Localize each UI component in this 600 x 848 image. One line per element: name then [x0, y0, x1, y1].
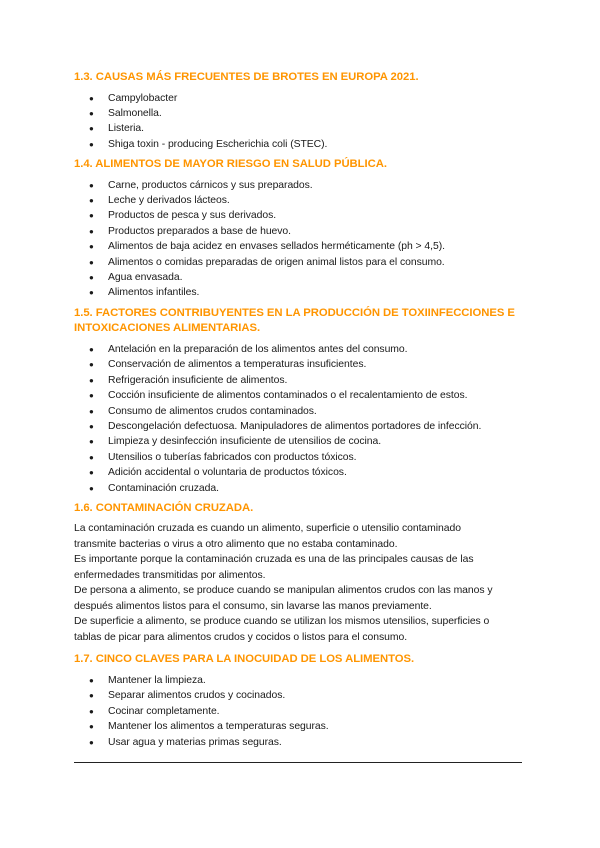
- bullet-icon: ●: [89, 737, 94, 747]
- paragraph-line: tablas de picar para alimentos crudos y cocidos o listos para el consumo.: [74, 631, 408, 643]
- list-item: ● Campylobacter: [74, 91, 526, 106]
- list-item: ● Limpieza y desinfección insuficiente de utensilios de cocina.: [74, 434, 526, 449]
- list-item: ● Productos preparados a base de huevo.: [74, 224, 526, 239]
- paragraph-line: De persona a alimento, se produce cuando se manipulan alimentos crudos con las manos y: [74, 585, 493, 597]
- bullet-list: [74, 673, 526, 750]
- list-item: ● Refrigeración insuficiente de alimentos.: [74, 373, 526, 388]
- bullet-icon: ●: [89, 226, 94, 236]
- list-item: ● Alimentos infantiles.: [74, 285, 526, 300]
- list-item: ● Leche y derivados lácteos.: [74, 193, 526, 208]
- bullet-icon: ●: [89, 483, 94, 493]
- bullet-icon: ●: [89, 452, 94, 462]
- list-item: ● Agua envasada.: [74, 270, 526, 285]
- bullet-icon: ●: [89, 468, 94, 478]
- list-item: ● Mantener los alimentos a temperaturas seguras.: [74, 719, 526, 734]
- section-heading: [74, 306, 526, 337]
- paragraph-line: Es importante porque la contaminación cruzada es una de las principales causas de las: [74, 554, 474, 566]
- section-heading: 1.6. CONTAMINACIÓN CRUZADA.: [74, 501, 254, 514]
- list-item: ● Descongelación defectuosa. Manipuladores de alimentos portadores de infección.: [74, 419, 526, 434]
- list-item: ● Contaminación cruzada.: [74, 481, 526, 496]
- bullet-list: [74, 342, 526, 496]
- bullet-list: [74, 178, 526, 301]
- section-heading-line: 1.5. FACTORES CONTRIBUYENTES EN LA PRODUCCIÓN DE TOXIINFECCIONES E: [74, 306, 515, 319]
- list-item: ● Cocinar completamente.: [74, 704, 526, 719]
- section-heading-line: INTOXICACIONES ALIMENTARIAS.: [74, 322, 261, 335]
- bullet-icon: ●: [89, 211, 94, 221]
- bullet-icon: ●: [89, 437, 94, 447]
- paragraph-block: [74, 521, 526, 645]
- paragraph-line: transmite bacterias o virus a otro alimento que no estaba contaminado.: [74, 538, 398, 550]
- list-item: ● Alimentos de baja acidez en envases sellados herméticamente (ph > 4,5).: [74, 239, 526, 254]
- bullet-icon: ●: [89, 242, 94, 252]
- bullet-icon: ●: [89, 93, 94, 103]
- list-item: ● Shiga toxin - producing Escherichia coli (STEC).: [74, 137, 526, 152]
- bullet-icon: ●: [89, 124, 94, 134]
- list-item: ● Cocción insuficiente de alimentos contaminados o el recalentamiento de estos.: [74, 388, 526, 403]
- bullet-icon: ●: [89, 257, 94, 267]
- bullet-icon: ●: [89, 273, 94, 283]
- section-heading: 1.7. CINCO CLAVES PARA LA INOCUIDAD DE LOS ALIMENTOS.: [74, 653, 415, 666]
- list-item: ● Carne, productos cárnicos y sus preparados.: [74, 178, 526, 193]
- bullet-icon: ●: [89, 722, 94, 732]
- bullet-icon: ●: [89, 675, 94, 685]
- bullet-icon: ●: [89, 706, 94, 716]
- list-item: ● Salmonella.: [74, 106, 526, 121]
- bullet-icon: ●: [89, 344, 94, 354]
- list-item: ● Usar agua y materias primas seguras.: [74, 735, 526, 750]
- bullet-icon: ●: [89, 406, 94, 416]
- bullet-icon: ●: [89, 139, 94, 149]
- paragraph-line: enfermedades transmitidas por alimentos.: [74, 569, 266, 581]
- section-heading: 1.3. CAUSAS MÁS FRECUENTES DE BROTES EN EUROPA 2021.: [74, 71, 419, 83]
- list-item: ● Consumo de alimentos crudos contaminados.: [74, 404, 526, 419]
- bullet-icon: ●: [89, 391, 94, 401]
- horizontal-divider: [74, 762, 522, 763]
- bullet-icon: ●: [89, 360, 94, 370]
- list-item: ● Listeria.: [74, 121, 526, 136]
- bullet-list: [74, 91, 526, 153]
- list-item: ● Utensilios o tuberías fabricados con productos tóxicos.: [74, 450, 526, 465]
- bullet-icon: ●: [89, 108, 94, 118]
- list-item: ● Conservación de alimentos a temperaturas insuficientes.: [74, 357, 526, 372]
- document-content: [74, 70, 526, 755]
- list-item: ● Antelación en la preparación de los alimentos antes del consumo.: [74, 342, 526, 357]
- list-item: ● Adición accidental o voluntaria de productos tóxicos.: [74, 465, 526, 480]
- list-item: ● Separar alimentos crudos y cocinados.: [74, 688, 526, 703]
- bullet-icon: ●: [89, 196, 94, 206]
- bullet-icon: ●: [89, 421, 94, 431]
- paragraph-line: De superficie a alimento, se produce cuando se utilizan los mismos utensilios, superficies o: [74, 616, 490, 628]
- bullet-icon: ●: [89, 180, 94, 190]
- bullet-icon: ●: [89, 288, 94, 298]
- list-item: ● Mantener la limpieza.: [74, 673, 526, 688]
- bullet-icon: ●: [89, 375, 94, 385]
- paragraph-line: después alimentos listos para el consumo, sin lavarse las manos previamente.: [74, 600, 432, 612]
- paragraph-line: La contaminación cruzada es cuando un alimento, superficie o utensilio contaminado: [74, 523, 461, 535]
- list-item: ● Alimentos o comidas preparadas de origen animal listos para el consumo.: [74, 255, 526, 270]
- section-heading: 1.4. ALIMENTOS DE MAYOR RIESGO EN SALUD PÚBLICA.: [74, 158, 387, 171]
- bullet-icon: ●: [89, 691, 94, 701]
- list-item: ● Productos de pesca y sus derivados.: [74, 208, 526, 223]
